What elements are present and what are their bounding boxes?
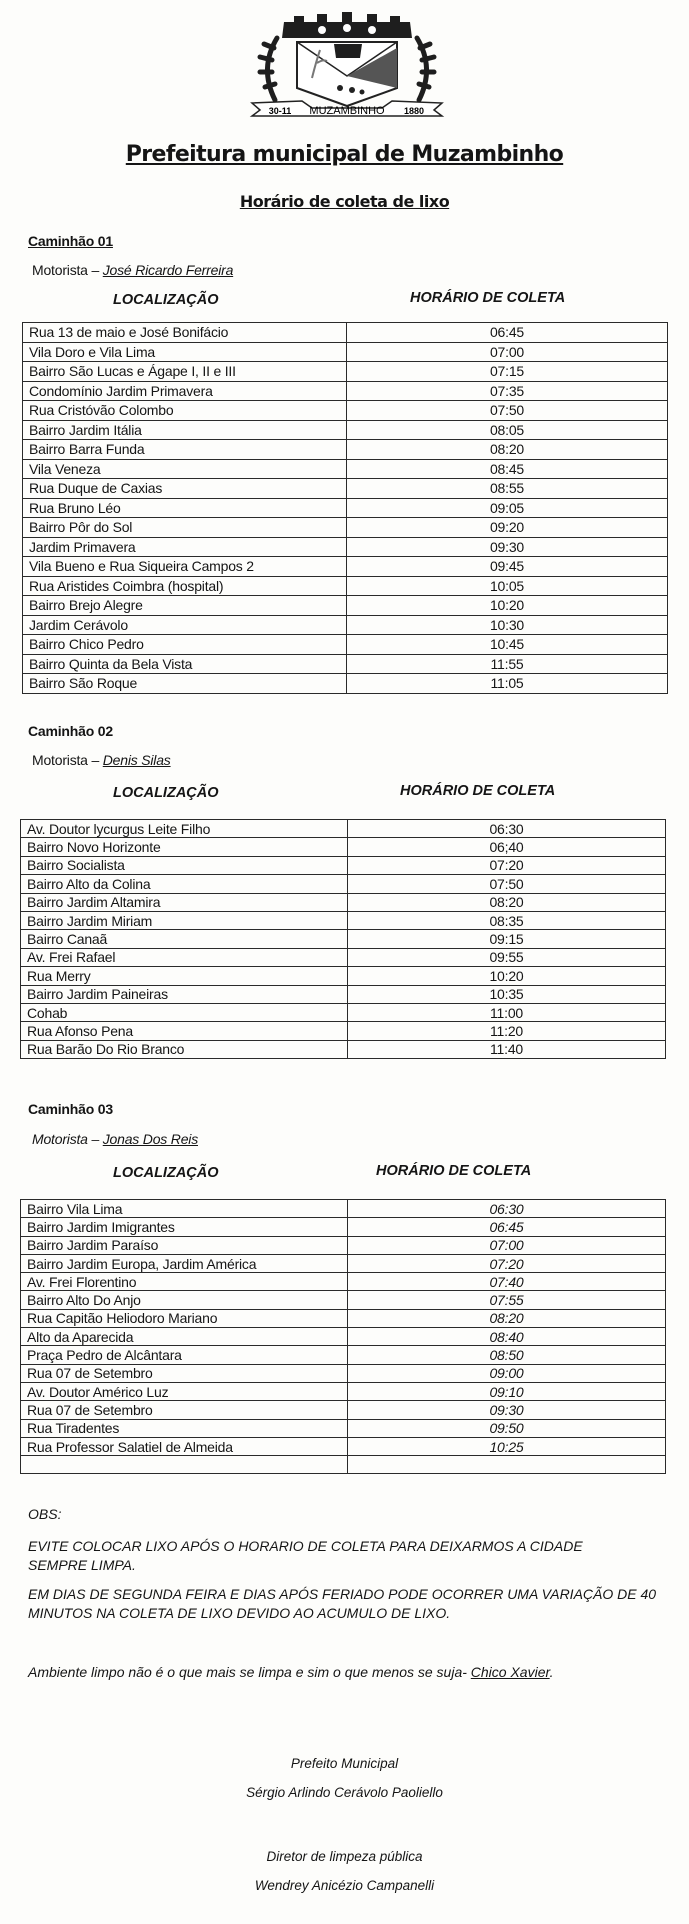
location-cell: Vila Bueno e Rua Siqueira Campos 2 <box>23 557 347 577</box>
location-cell: Rua Cristóvão Colombo <box>23 401 347 421</box>
table-row <box>21 1273 666 1291</box>
obs-note-2: EM DIAS DE SEGUNDA FEIRA E DIAS APÓS FERIADO PODE OCORRER UMA VARIAÇÃO DE 40 MINUTOS NA COLETA DE LIXO DEVIDO AO ACUMULO DE LIXO. <box>28 1586 657 1621</box>
table-row <box>21 967 666 985</box>
location-cell: Bairro Canaã <box>21 930 348 948</box>
location-cell: Rua 13 de maio e José Bonifácio <box>23 323 347 343</box>
location-cell: Rua Duque de Caxias <box>23 479 347 499</box>
time-cell: 07:00 <box>348 1236 666 1254</box>
table-row <box>23 479 668 499</box>
time-cell: 07:50 <box>347 401 668 421</box>
truck-2-time-header: HORÁRIO DE COLETA <box>400 783 556 799</box>
location-cell: Praça Pedro de Alcântara <box>21 1346 348 1364</box>
location-cell: Bairro Jardim Europa, Jardim América <box>21 1254 348 1272</box>
time-cell: 07:00 <box>347 342 668 362</box>
time-cell: 11:40 <box>348 1040 666 1058</box>
location-cell: Bairro São Roque <box>23 674 347 694</box>
truck-3-location-header: LOCALIZAÇÃO <box>113 1165 219 1181</box>
time-cell: 09:55 <box>348 948 666 966</box>
signature-2-role: Diretor de limpeza pública <box>266 1849 423 1864</box>
time-cell: 09:10 <box>348 1382 666 1400</box>
location-cell: Bairro Chico Pedro <box>23 635 347 655</box>
obs-label: OBS: <box>28 1506 62 1522</box>
truck-3-schedule-table <box>20 1199 666 1474</box>
time-cell: 07:55 <box>348 1291 666 1309</box>
table-row <box>21 1437 666 1455</box>
table-row <box>21 930 666 948</box>
location-cell: Rua Barão Do Rio Branco <box>21 1040 348 1058</box>
location-cell: Bairro Jardim Altamira <box>21 893 348 911</box>
driver-name: José Ricardo Ferreira <box>102 262 234 278</box>
table-row <box>21 1200 666 1218</box>
table-row <box>21 1364 666 1382</box>
time-cell: 11:55 <box>347 654 668 674</box>
table-row <box>21 838 666 856</box>
time-cell: 08:40 <box>348 1328 666 1346</box>
table-row <box>21 1218 666 1236</box>
time-cell: 08:20 <box>348 893 666 911</box>
coat-of-arms-logo <box>222 8 472 118</box>
location-cell: Rua Aristides Coimbra (hospital) <box>23 576 347 596</box>
time-cell: 10:30 <box>347 615 668 635</box>
time-cell: 10:20 <box>348 967 666 985</box>
time-cell: 07:15 <box>347 362 668 382</box>
location-cell: Bairro Vila Lima <box>21 1200 348 1218</box>
truck-2-label: Caminhão 02 <box>28 723 113 739</box>
logo-city: MUZAMBINHO <box>309 105 385 117</box>
truck-1-schedule-table <box>22 322 668 694</box>
truck-2-schedule-table <box>20 819 666 1059</box>
location-cell: Condomínio Jardim Primavera <box>23 381 347 401</box>
location-cell: Bairro Jardim Imigrantes <box>21 1218 348 1236</box>
table-row <box>23 498 668 518</box>
truck-1-time-header: HORÁRIO DE COLETA <box>410 290 566 306</box>
time-cell: 10:05 <box>347 576 668 596</box>
table-row <box>23 596 668 616</box>
time-cell: 11:00 <box>348 1003 666 1021</box>
time-cell: 07:20 <box>348 856 666 874</box>
table-row <box>23 381 668 401</box>
location-cell: Vila Doro e Vila Lima <box>23 342 347 362</box>
table-row <box>21 1236 666 1254</box>
logo-date: 30-11 <box>268 106 292 116</box>
page-title: Prefeitura municipal de Muzambinho <box>125 142 564 167</box>
table-row <box>23 557 668 577</box>
signature-1-role: Prefeito Municipal <box>290 1756 399 1771</box>
time-cell: 08:50 <box>348 1346 666 1364</box>
location-cell: Bairro Pôr do Sol <box>23 518 347 538</box>
time-cell: 09:00 <box>348 1364 666 1382</box>
location-cell: Av. Doutor Américo Luz <box>21 1382 348 1400</box>
time-cell: 08:05 <box>347 420 668 440</box>
signature-1-name: Sérgio Arlindo Cerávolo Paoliello <box>246 1785 443 1800</box>
table-row <box>23 615 668 635</box>
location-cell: Bairro Jardim Itália <box>23 420 347 440</box>
time-cell <box>348 1456 666 1474</box>
table-row <box>23 401 668 421</box>
time-cell: 11:20 <box>348 1022 666 1040</box>
time-cell: 10:45 <box>347 635 668 655</box>
location-cell: Vila Veneza <box>23 459 347 479</box>
quote-end: . <box>549 1664 554 1680</box>
time-cell: 09:30 <box>347 537 668 557</box>
location-cell: Bairro Novo Horizonte <box>21 838 348 856</box>
time-cell: 08:55 <box>347 479 668 499</box>
time-cell: 08:35 <box>348 911 666 929</box>
truck-3-driver <box>32 1131 198 1147</box>
location-cell: Av. Doutor lycurgus Leite Filho <box>21 820 348 838</box>
location-cell: Bairro Alto da Colina <box>21 875 348 893</box>
truck-1-location-header: LOCALIZAÇÃO <box>113 292 219 308</box>
truck-3-time-header: HORÁRIO DE COLETA <box>376 1163 532 1179</box>
time-cell: 07:20 <box>348 1254 666 1272</box>
table-row <box>21 1456 666 1474</box>
location-cell: Bairro Alto Do Anjo <box>21 1291 348 1309</box>
location-cell: Alto da Aparecida <box>21 1328 348 1346</box>
table-row <box>23 459 668 479</box>
time-cell: 06:30 <box>348 1200 666 1218</box>
time-cell: 07:35 <box>347 381 668 401</box>
table-row <box>23 342 668 362</box>
truck-3-label: Caminhão 03 <box>28 1101 113 1117</box>
location-cell: Av. Frei Florentino <box>21 1273 348 1291</box>
location-cell: Jardim Cerávolo <box>23 615 347 635</box>
location-cell: Rua Bruno Léo <box>23 498 347 518</box>
table-row <box>23 674 668 694</box>
signature-2-name: Wendrey Anicézio Campanelli <box>254 1878 435 1893</box>
table-row <box>23 323 668 343</box>
time-cell: 10:25 <box>348 1437 666 1455</box>
logo-year: 1880 <box>403 106 425 116</box>
driver-prefix: Motorista – <box>32 1131 103 1147</box>
table-row <box>21 820 666 838</box>
time-cell: 10:20 <box>347 596 668 616</box>
location-cell <box>21 1456 348 1474</box>
table-row <box>21 1401 666 1419</box>
table-row <box>23 362 668 382</box>
table-row <box>21 893 666 911</box>
time-cell: 09:50 <box>348 1419 666 1437</box>
location-cell: Jardim Primavera <box>23 537 347 557</box>
time-cell: 09:20 <box>347 518 668 538</box>
time-cell: 09:45 <box>347 557 668 577</box>
location-cell: Bairro Barra Funda <box>23 440 347 460</box>
quote-text: Ambiente limpo não é o que mais se limpa e sim o que menos se suja- <box>28 1664 471 1680</box>
location-cell: Bairro São Lucas e Ágape I, II e III <box>23 362 347 382</box>
table-row <box>21 856 666 874</box>
location-cell: Bairro Quinta da Bela Vista <box>23 654 347 674</box>
table-row <box>21 1022 666 1040</box>
time-cell: 09:30 <box>348 1401 666 1419</box>
time-cell: 10:35 <box>348 985 666 1003</box>
table-row <box>23 440 668 460</box>
table-row <box>23 518 668 538</box>
quote <box>28 1663 668 1682</box>
location-cell: Rua 07 de Setembro <box>21 1364 348 1382</box>
table-row <box>23 654 668 674</box>
time-cell: 06:30 <box>348 820 666 838</box>
time-cell: 08:20 <box>347 440 668 460</box>
location-cell: Bairro Jardim Paraíso <box>21 1236 348 1254</box>
location-cell: Rua Professor Salatiel de Almeida <box>21 1437 348 1455</box>
location-cell: Bairro Socialista <box>21 856 348 874</box>
location-cell: Bairro Jardim Miriam <box>21 911 348 929</box>
location-cell: Cohab <box>21 1003 348 1021</box>
table-row <box>21 911 666 929</box>
truck-1-driver <box>32 262 233 278</box>
driver-prefix: Motorista – <box>32 262 103 278</box>
driver-name: Jonas Dos Reis <box>102 1131 198 1147</box>
time-cell: 08:20 <box>348 1309 666 1327</box>
page-subtitle: Horário de coleta de lixo <box>239 192 450 211</box>
table-row <box>21 948 666 966</box>
table-row <box>21 1346 666 1364</box>
time-cell: 07:40 <box>348 1273 666 1291</box>
table-row <box>23 576 668 596</box>
table-row <box>23 635 668 655</box>
driver-name: Denis Silas <box>102 752 171 768</box>
time-cell: 09:05 <box>347 498 668 518</box>
truck-2-driver <box>32 752 171 768</box>
truck-1-label: Caminhão 01 <box>28 233 113 249</box>
time-cell: 07:50 <box>348 875 666 893</box>
obs-note-1: EVITE COLOCAR LIXO APÓS O HORARIO DE COLETA PARA DEIXARMOS A CIDADE SEMPRE LIMPA. <box>28 1538 583 1573</box>
table-row <box>21 1003 666 1021</box>
time-cell: 06:45 <box>348 1218 666 1236</box>
table-row <box>21 875 666 893</box>
location-cell: Rua Capitão Heliodoro Mariano <box>21 1309 348 1327</box>
location-cell: Rua 07 de Setembro <box>21 1401 348 1419</box>
time-cell: 06:45 <box>347 323 668 343</box>
table-row <box>21 1291 666 1309</box>
table-row <box>21 1040 666 1058</box>
location-cell: Bairro Jardim Paineiras <box>21 985 348 1003</box>
table-row <box>21 1254 666 1272</box>
time-cell: 08:45 <box>347 459 668 479</box>
location-cell: Rua Tiradentes <box>21 1419 348 1437</box>
location-cell: Rua Afonso Pena <box>21 1022 348 1040</box>
table-row <box>21 1419 666 1437</box>
truck-2-location-header: LOCALIZAÇÃO <box>113 785 219 801</box>
table-row <box>21 1328 666 1346</box>
location-cell: Rua Merry <box>21 967 348 985</box>
location-cell: Bairro Brejo Alegre <box>23 596 347 616</box>
table-row <box>21 1309 666 1327</box>
location-cell: Av. Frei Rafael <box>21 948 348 966</box>
table-row <box>21 985 666 1003</box>
table-row <box>23 420 668 440</box>
time-cell: 11:05 <box>347 674 668 694</box>
table-row <box>23 537 668 557</box>
table-row <box>21 1382 666 1400</box>
driver-prefix: Motorista – <box>32 752 103 768</box>
time-cell: 09:15 <box>348 930 666 948</box>
time-cell: 06;40 <box>348 838 666 856</box>
quote-author: Chico Xavier <box>470 1664 550 1680</box>
